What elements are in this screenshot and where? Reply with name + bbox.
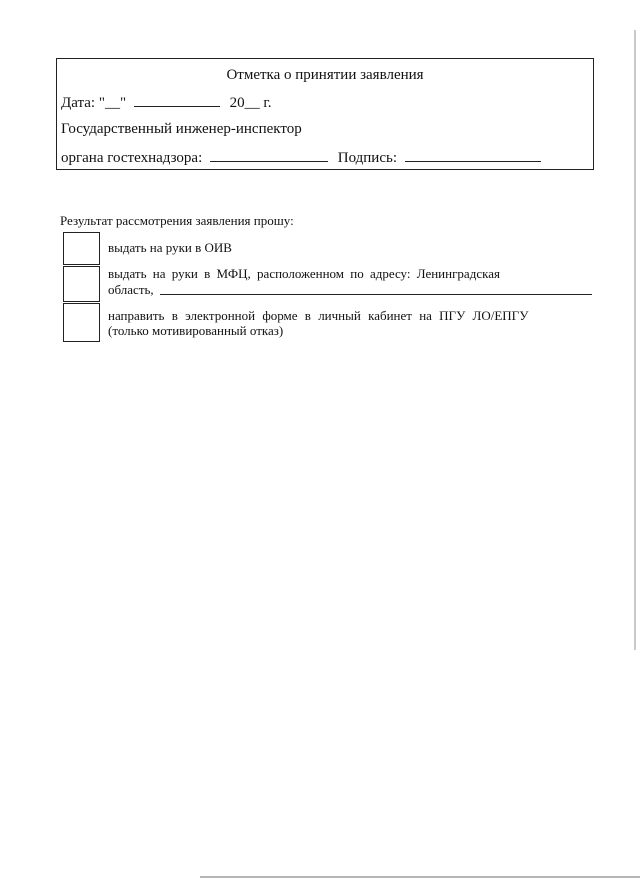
agency-blank <box>210 148 328 162</box>
address-blank <box>160 294 592 295</box>
option-mfc-label: выдать на руки в МФЦ, расположенном по адресу: Ленинградская <box>108 266 500 281</box>
inspector-line: Государственный инженер-инспектор <box>61 121 302 137</box>
checkbox-mfc[interactable] <box>63 266 100 302</box>
option-electronic-label: направить в электронной форме в личный кабинет на ПГУ ЛО/ЕПГУ <box>108 308 529 323</box>
option-oiv-label: выдать на руки в ОИВ <box>108 240 232 255</box>
signature-blank <box>405 148 541 162</box>
date-year: 20__ г. <box>229 95 272 111</box>
option-mfc-region: область, <box>108 282 154 297</box>
date-line <box>61 93 272 112</box>
result-heading: Результат рассмотрения заявления прошу: <box>60 213 294 228</box>
scan-edge-right <box>634 30 636 650</box>
option-electronic-note: (только мотивированный отказ) <box>108 323 284 338</box>
date-month-blank <box>134 93 220 107</box>
acceptance-mark-title: Отметка о принятии заявления <box>226 67 424 83</box>
agency-signature-line <box>61 148 541 167</box>
checkbox-electronic[interactable] <box>63 303 100 342</box>
signature-label: Подпись: <box>337 150 397 166</box>
acceptance-mark-box <box>56 58 594 170</box>
checkbox-oiv[interactable] <box>63 232 100 265</box>
date-prefix: Дата: "__" <box>61 95 127 111</box>
scan-edge-bottom <box>200 876 640 878</box>
agency-label: органа гостехнадзора: <box>61 150 203 166</box>
